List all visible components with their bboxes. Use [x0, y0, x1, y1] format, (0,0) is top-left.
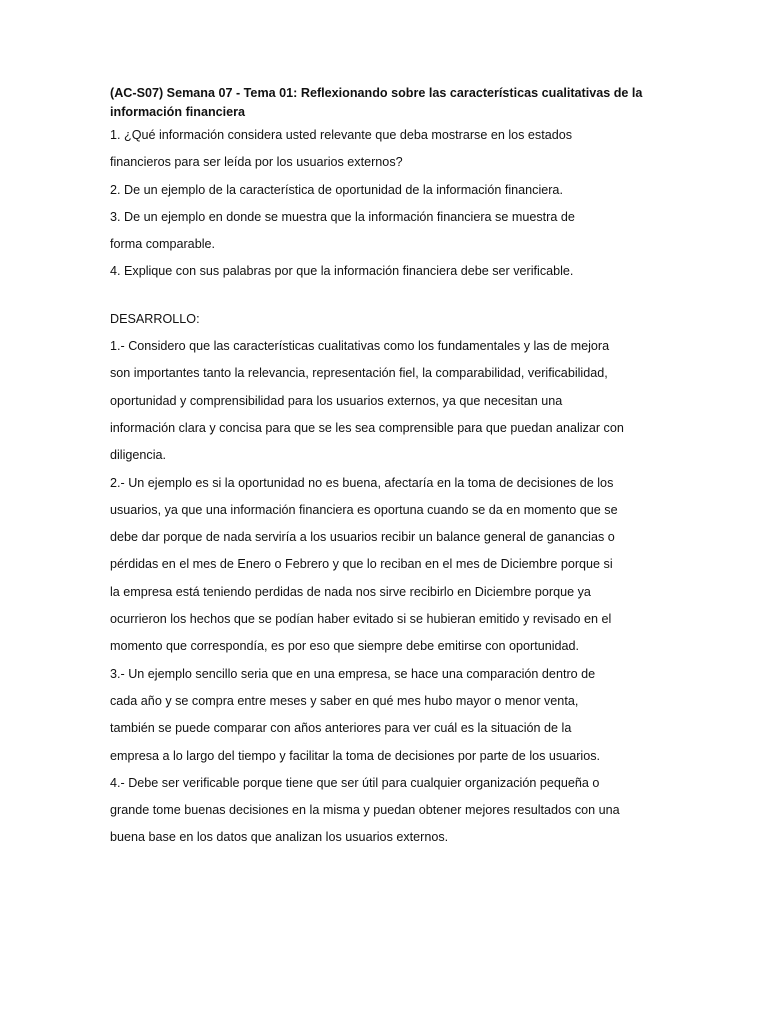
answer-line: 4.- Debe ser verificable porque tiene que ser útil para cualquier organización pequeña o — [110, 775, 600, 790]
question-line: 4. Explique con sus palabras por que la información financiera debe ser verificable. — [110, 264, 574, 279]
answer-paragraph — [110, 333, 640, 469]
development-heading: DESARROLLO: — [110, 311, 200, 326]
question-line: 3. De un ejemplo en donde se muestra que la información financiera se muestra de — [110, 209, 575, 224]
answer-line: debe dar porque de nada serviría a los usuarios recibir un balance general de ganancias o — [110, 530, 615, 545]
title-line: información financiera — [110, 105, 246, 119]
question-line: financieros para ser leída por los usuarios externos? — [110, 155, 403, 170]
answer-line: ocurrieron los hechos que se podían haber evitado si se hubieran emitido y revisado en el — [110, 612, 612, 627]
question-item — [110, 122, 640, 177]
answer-line: la empresa está teniendo perdidas de nada nos sirve recibirlo en Diciembre porque ya — [110, 584, 591, 599]
question-line: forma comparable. — [110, 237, 215, 252]
title-line: (AC-S07) Semana 07 - Tema 01: Reflexionando sobre las características cualitativas de la — [110, 86, 643, 100]
answer-line: 3.- Un ejemplo sencillo seria que en una empresa, se hace una comparación dentro de — [110, 666, 596, 681]
answer-line: usuarios, ya que una información financiera es oportuna cuando se da en momento que se — [110, 502, 618, 517]
answers-list — [110, 333, 640, 852]
answer-paragraph — [110, 470, 640, 661]
answer-line: pérdidas en el mes de Enero o Febrero y que lo reciban en el mes de Diciembre porque si — [110, 557, 613, 572]
question-line: 2. De un ejemplo de la característica de oportunidad de la información financiera. — [110, 182, 563, 197]
answer-line: 2.- Un ejemplo es si la oportunidad no es buena, afectaría en la toma de decisiones de los — [110, 475, 614, 490]
answer-line: grande tome buenas decisiones en la misma y puedan obtener mejores resultados con una — [110, 803, 620, 818]
document-title — [110, 84, 643, 122]
answer-paragraph — [110, 661, 640, 770]
answer-line: buena base en los datos que analizan los usuarios externos. — [110, 830, 449, 845]
questions-list — [110, 122, 640, 286]
answer-line: momento que correspondía, es por eso que siempre debe emitirse con oportunidad. — [110, 639, 580, 654]
question-item — [110, 258, 640, 285]
development-section — [110, 306, 640, 333]
answer-line: empresa a lo largo del tiempo y facilitar la toma de decisiones por parte de los usuarios. — [110, 748, 601, 763]
question-item — [110, 177, 640, 204]
answer-line: cada año y se compra entre meses y saber en qué mes hubo mayor o menor venta, — [110, 693, 579, 708]
answer-line: también se puede comparar con años anteriores para ver cuál es la situación de la — [110, 721, 572, 736]
question-line: 1. ¿Qué información considera usted relevante que deba mostrarse en los estados — [110, 128, 573, 142]
answer-paragraph — [110, 770, 640, 852]
answer-line: información clara y concisa para que se les sea comprensible para que puedan analizar con — [110, 420, 624, 435]
answer-line: son importantes tanto la relevancia, representación fiel, la comparabilidad, verificabilidad, — [110, 366, 608, 381]
answer-line: diligencia. — [110, 448, 167, 463]
question-item — [110, 204, 640, 259]
answer-line: oportunidad y comprensibilidad para los usuarios externos, ya que necesitan una — [110, 393, 563, 408]
document-page — [110, 84, 643, 852]
answer-line: 1.- Considero que las características cualitativas como los fundamentales y las de mejora — [110, 339, 610, 354]
